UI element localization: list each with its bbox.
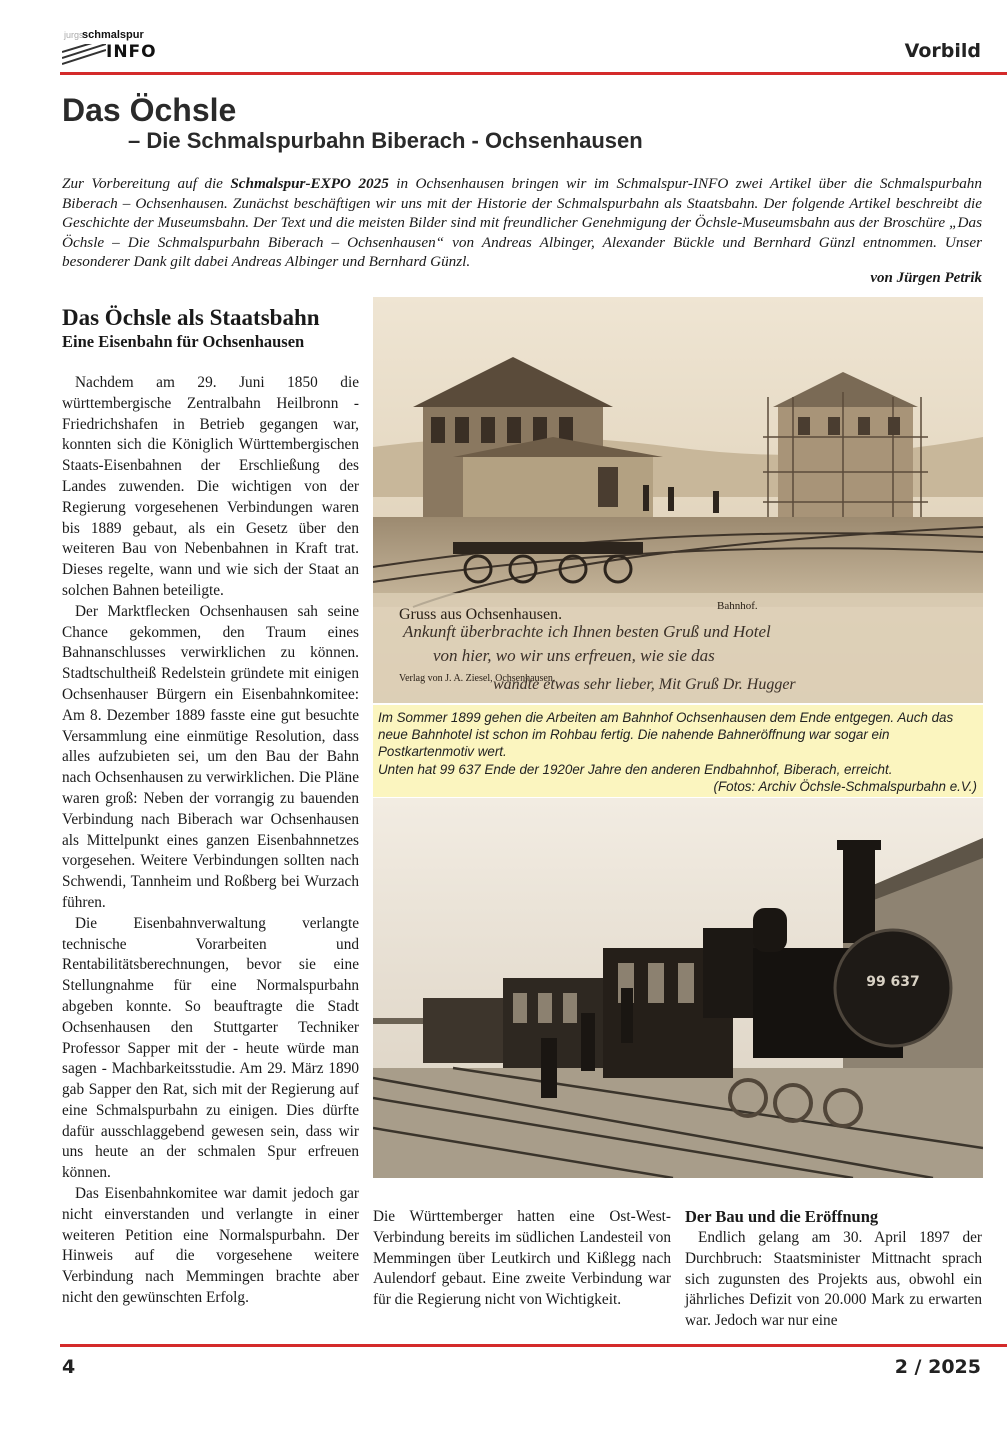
handwriting-line: wandte etwas sehr lieber, Mit Gruß Dr. Hugger [493,676,796,693]
text-column-2 [373,1207,671,1311]
page-number: 4 [62,1356,76,1378]
author-byline: von Jürgen Petrik [870,270,982,286]
logo-info: INFO [106,42,157,62]
postcard-photo [373,297,983,703]
rail-stripes-icon [62,44,106,66]
magazine-logo [62,28,157,68]
issue-number: 2 / 2025 [894,1356,981,1378]
footer-divider [60,1344,1007,1347]
paragraph: Die Württemberger hatten eine Ost-West-Verbindung bereits im südlichen Landesteil von Memmingen über Leutkirch und Kißlegg nach Aulendorf gebaut. Eine zweite Verbindung war für die Regierung nicht von Wichtigkeit. [373,1208,671,1309]
logo-prefix: jurgs [64,30,84,40]
section-title: Das Öchsle als Staatsbahn [62,305,320,330]
text-column-1 [62,373,359,1309]
logo-wordmark: schmalspur [82,29,144,41]
handwriting-line: von hier, wo wir uns erfreuen, wie sie das [433,646,715,665]
locomotive-photo [373,798,983,1178]
handwriting-line: Ankunft überbrachte ich Ihnen besten Gruß und Hotel [403,622,771,641]
caption-text: Unten hat 99 637 Ende der 1920er Jahre den anderen Endbahnhof, Biberach, erreicht. [378,761,893,777]
article-title: Das Öchsle [62,92,237,128]
paragraph: Nachdem am 29. Juni 1850 die württembergische Zentralbahn Heilbronn - Friedrichshafen in Betrieb gegangen war, konnten sich die Königlich Württembergischen Staats-Eisenbahnen der Erschließung des Landes zuwenden. Die wichtigen von der Regierung vorgesehenen Verbindungen waren bis 1889 gebaut, als ein Gesetz über den weiteren Bau von Nebenbahnen in Kraft trat. Dieses regelte, wann und wie sich der Staat an solchen Bahnen beteiligte. [62,374,359,599]
article-subtitle: – Die Schmalspurbahn Biberach - Ochsenhausen [128,128,643,153]
section-heading: Der Bau und die Eröffnung [685,1207,879,1226]
postcard-title: Gruss aus Ochsenhausen. [399,606,563,623]
article-intro: Zur Vorbereitung auf die Schmalspur-EXPO 2025 in Ochsenhausen bringen wir im Schmalspur-INFO zwei Artikel über die Schmalspurbahn Biberach – Ochsenhausen. Zunächst beschäftigen wir uns mit der Historie der Schmalspurbahn als Staatsbahn. Der folgende Artikel beschreibt die Geschichte der Museumsbahn. Der Text und die meisten Bilder sind mit freundlicher Genehmigung der Öchsle-Museumsbahn aus der Broschüre „Das Öchsle – Die Schmalspurbahn Biberach – Ochsenhausen“ von Andreas Albinger, Alexander Bückle und Bernhard Günzl entnommen. Unser besonderer Dank gilt dabei Andreas Albinger und Bernhard Günzl. [62,175,982,271]
expo-name: Schmalspur-EXPO 2025 [230,175,389,192]
section-subtitle: Eine Eisenbahn für Ochsenhausen [62,332,305,351]
photo-credit: (Fotos: Archiv Öchsle-Schmalspurbahn e.V.) [713,778,977,794]
paragraph: Das Eisenbahnkomitee war damit jedoch gar nicht einverstanden und verlangte in einer weiteren Petition eine Normalspurbahn. Der Hinweis auf die vorgesehene weitere Verbindung nach Memmingen brachte aber nicht den gewünschten Erfolg. [62,1185,359,1307]
section-label: Vorbild [904,40,981,62]
header-divider [60,72,1007,75]
paragraph: Die Eisenbahnverwaltung verlangte technische Vorarbeiten und Rentabilitätsberechnungen, bevor sie eine Stellungnahme für eine Normalspurbahn abgeben konnte. So beauftragte die Stadt Ochsenhausen den Stuttgarter Techniker Professor Sapper mit der - heute würde man sagen - Machbarkeitsstudie. Am 29. März 1890 gab Sapper den Rat, sich mit der Regierung auf eine Schmalspurbahn zu einigen. Dies dürfte dafür ausschlaggebend gewesen sein, dass wir uns heute an der schmalen Spur erfreuen können. [62,914,359,1182]
paragraph: Endlich gelang am 30. April 1897 der Durchbruch: Staatsminister Mittnacht sprach sich zugunsten des Projekts aus, obwohl ein jährliches Defizit von 20.000 Mark zu erwarten war. Jedoch war nur eine [685,1229,982,1330]
postcard-publisher: Verlag von J. A. Ziesel, Ochsenhausen. [399,673,556,684]
locomotive-number: 99 637 [866,974,920,990]
photo-caption [373,705,983,797]
postcard-label: Bahnhof. [717,600,758,612]
text-column-3 [685,1207,982,1332]
caption-text: Im Sommer 1899 gehen die Arbeiten am Bahnhof Ochsenhausen dem Ende entgegen. Auch das neue Bahnhotel ist schon im Rohbau fertig. Die nahende Bahneröffnung war sogar ein Postkartenmotiv wert. [378,710,954,760]
paragraph: Der Marktflecken Ochsenhausen sah seine Chance gekommen, den Traum eines Bahnanschlusses verwirklichen zu können. Stadtschultheiß Redelstein gründete mit einigen Ochsenhauser Bürgern ein Eisenbahnkomitee: Am 8. Dezember 1889 fasste eine gut besuchte Versammlung eine einmütige Resolution, dass alles aufzubieten sei, um den Bau der Bahn nach Ochsenhausen zu verwirklichen. Die Pläne waren groß: Neben der vorrangig zu bauenden Verbindung nach Biberach war Ochsenhausen als Mittelpunkt eines ganzen Eisenbahnnetzes vorgesehen. Weitere Verbindungen sollten nach Schwendi, Tannheim und Roßberg bei Wurzach führen. [62,602,359,911]
